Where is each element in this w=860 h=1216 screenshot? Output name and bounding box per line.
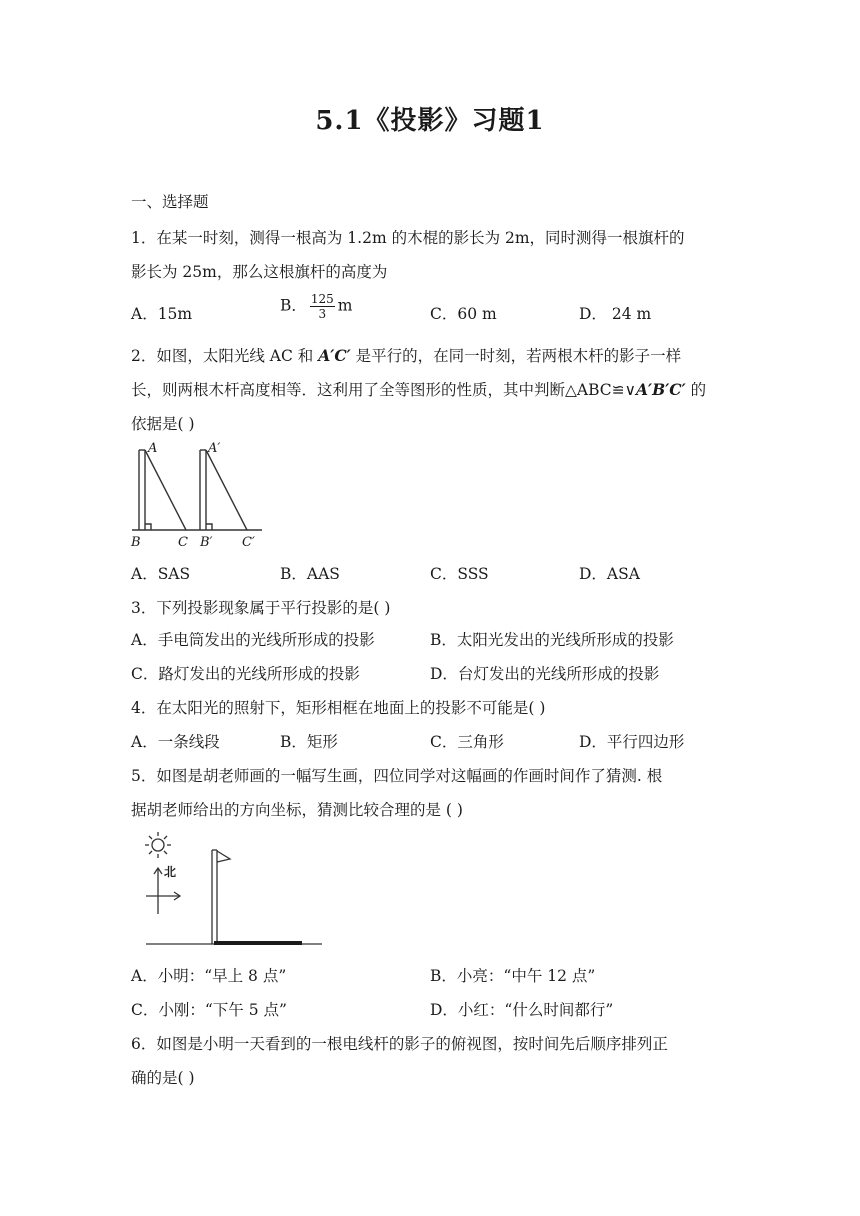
flag-icon bbox=[217, 851, 230, 862]
q2-right-angle-2 bbox=[206, 524, 212, 530]
q5-option-d: D．小红：“什么时间都行” bbox=[430, 1001, 614, 1019]
q2-sunray-ac bbox=[145, 450, 186, 530]
q2-stem-line2 bbox=[131, 378, 706, 400]
q5-option-b: B．小亮：“中午 12 点” bbox=[430, 967, 596, 985]
q2-sunray-a2c2 bbox=[206, 450, 247, 530]
q1-option-b-fraction bbox=[310, 292, 335, 321]
q2-label-a-prime: A′ bbox=[208, 441, 221, 456]
q5-stem-line1: 5．如图是胡老师画的一幅写生画，四位同学对这幅画的作画时间作了猜测. 根 bbox=[131, 767, 663, 785]
q2-option-a: A．SAS bbox=[131, 565, 191, 583]
q5-option-c: C．小刚：“下午 5 点” bbox=[131, 1001, 287, 1019]
q2-stem-line2-c: 的 bbox=[685, 381, 707, 399]
q4-stem: 4．在太阳光的照射下，矩形相框在地面上的投影不可能是( ) bbox=[131, 699, 546, 717]
q2-stem-line3: 依据是( ) bbox=[131, 415, 195, 433]
q1-option-c: C．60 m bbox=[430, 305, 497, 323]
q2-right-angle-1 bbox=[145, 524, 151, 530]
q3-stem: 3．下列投影现象属于平行投影的是( ) bbox=[131, 599, 391, 617]
q2-stem-line1 bbox=[131, 344, 681, 366]
q5-stem-line2: 据胡老师给出的方向坐标，猜测比较合理的是 ( ) bbox=[131, 801, 463, 819]
q3-option-a: A．手电筒发出的光线所形成的投影 bbox=[131, 631, 375, 649]
q1-option-b-denominator: 3 bbox=[318, 307, 327, 321]
q1-option-b-unit: m bbox=[337, 296, 353, 315]
q2-label-a: A bbox=[148, 441, 158, 456]
q4-option-c: C．三角形 bbox=[430, 733, 504, 751]
q1-option-d: D． 24 m bbox=[579, 305, 652, 323]
q1-option-b-prefix: B． bbox=[280, 296, 307, 315]
q5-north-label: 北 bbox=[164, 865, 177, 879]
q5-option-a: A．小明：“早上 8 点” bbox=[131, 967, 287, 985]
flagpole-shadow bbox=[214, 941, 302, 945]
q2-stem-line2-a: 长，则两根木杆高度相等．这利用了全等图形的性质，其中判断△ABC≌∨ bbox=[131, 381, 636, 399]
q2-label-b: B bbox=[131, 535, 141, 550]
q2-stem-line1-a: 2．如图，太阳光线 AC 和 bbox=[131, 347, 319, 365]
q2-label-c-prime: C′ bbox=[242, 535, 255, 550]
q1-stem-line1: 1．在某一时刻，测得一根高为 1.2m 的木棍的影长为 2m，同时测得一根旗杆的 bbox=[131, 229, 685, 247]
q1-option-b-numerator: 125 bbox=[310, 292, 334, 306]
q6-stem-line1: 6．如图是小明一天看到的一根电线杆的影子的俯视图，按时间先后顺序排列正 bbox=[131, 1035, 668, 1053]
q1-option-a: A．15m bbox=[131, 305, 193, 323]
q2-stem-line1-b: A′C′ bbox=[318, 346, 351, 365]
q4-option-a: A．一条线段 bbox=[131, 733, 220, 751]
q5-figure bbox=[140, 826, 330, 950]
q2-figure bbox=[128, 438, 268, 553]
q6-stem-line2: 确的是( ) bbox=[131, 1069, 195, 1087]
q3-option-c: C．路灯发出的光线所形成的投影 bbox=[131, 665, 360, 683]
q2-label-b-prime: B′ bbox=[200, 535, 213, 550]
q2-label-c: C bbox=[178, 535, 188, 550]
q1-stem-line2: 影长为 25m，那么这根旗杆的高度为 bbox=[131, 263, 388, 281]
q2-option-d: D．ASA bbox=[579, 565, 640, 583]
q3-option-d: D．台灯发出的光线所形成的投影 bbox=[430, 665, 660, 683]
q1-option-b bbox=[280, 292, 353, 321]
q2-option-b: B．AAS bbox=[280, 565, 340, 583]
q4-option-d: D．平行四边形 bbox=[579, 733, 685, 751]
q3-option-b: B．太阳光发出的光线所形成的投影 bbox=[430, 631, 674, 649]
q2-option-c: C．SSS bbox=[430, 565, 489, 583]
q2-stem-line1-c: 是平行的，在同一时刻，若两根木杆的影子一样 bbox=[350, 347, 682, 365]
q2-stem-line2-b: A′B′C′ bbox=[636, 380, 686, 399]
section-heading: 一、选择题 bbox=[131, 193, 209, 211]
page-title: 5.1《投影》习题1 bbox=[315, 106, 545, 136]
q4-option-b: B．矩形 bbox=[280, 733, 338, 751]
sun-icon bbox=[145, 832, 171, 858]
